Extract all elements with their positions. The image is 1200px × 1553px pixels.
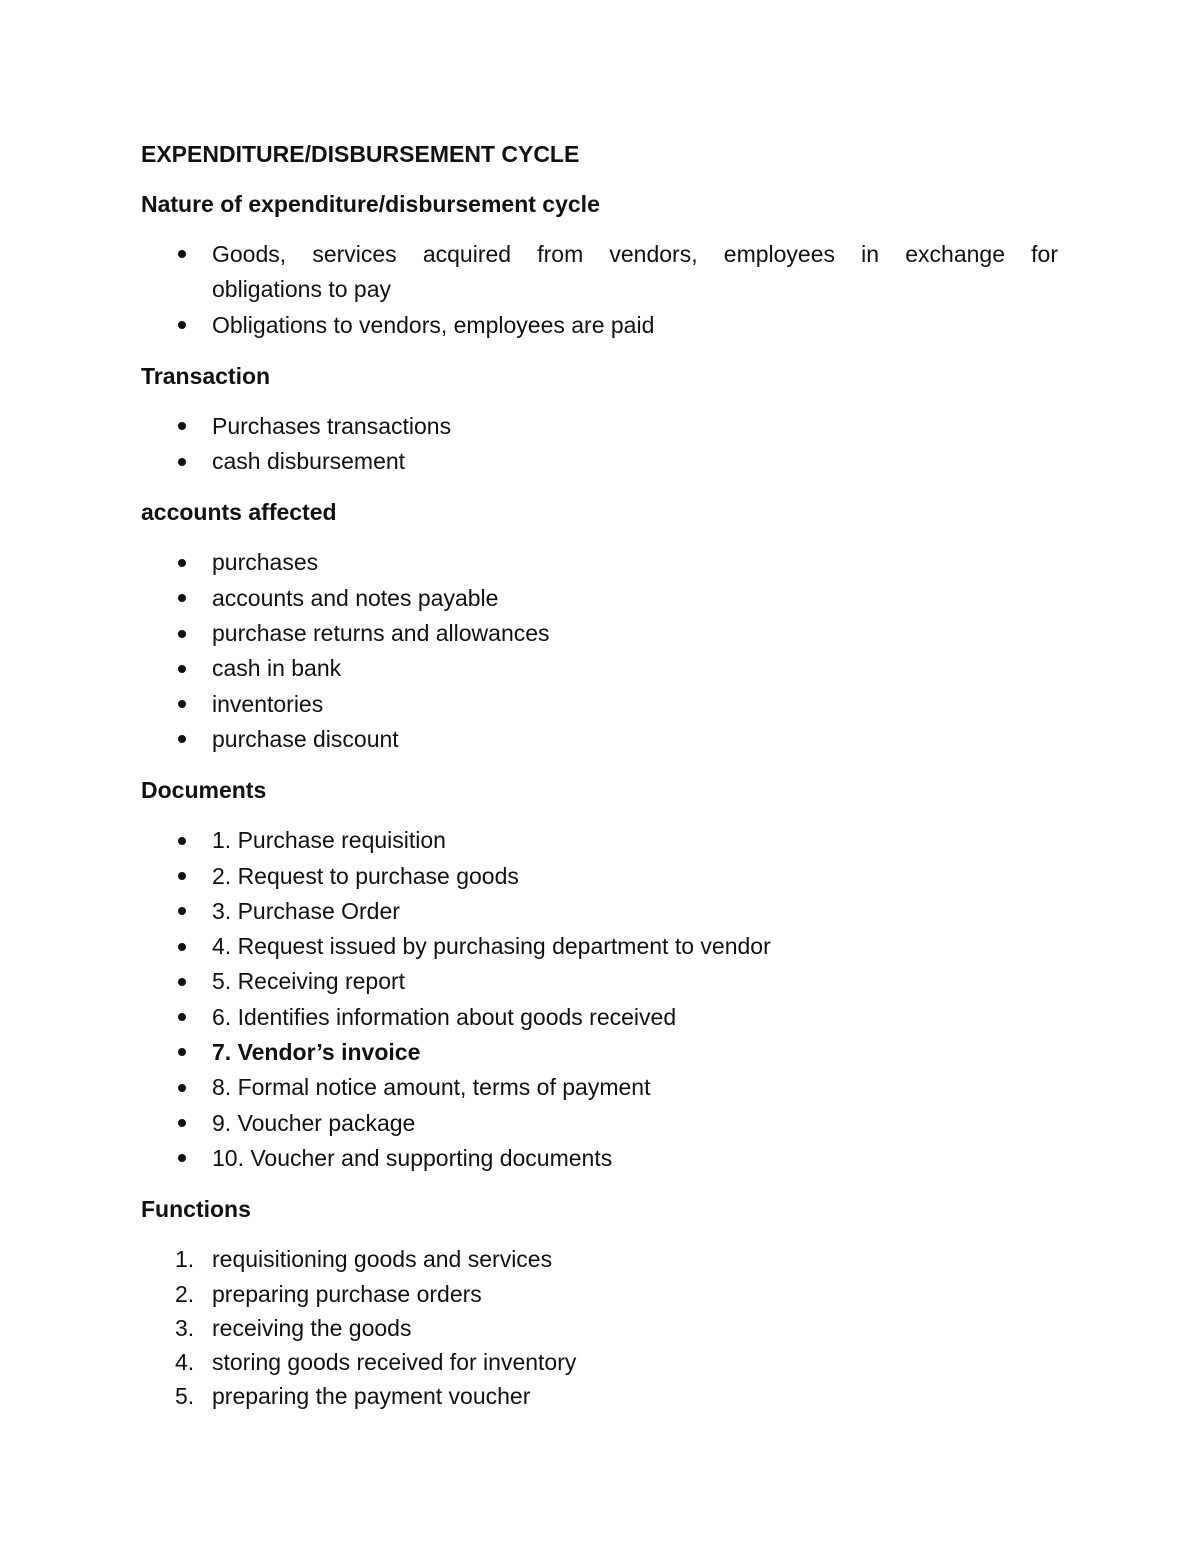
- list-item: [141, 1070, 1058, 1105]
- list-item-text: 8. Formal notice amount, terms of payment: [212, 1074, 651, 1101]
- list-item: [141, 409, 1058, 444]
- list-item-text: cash in bank: [212, 655, 342, 682]
- list-item: [141, 444, 1058, 479]
- bullet-icon: [176, 308, 188, 343]
- section-heading-accounts: accounts affected: [141, 499, 337, 526]
- list-item: [141, 1242, 1058, 1276]
- list-item-text: 4. Request issued by purchasing department to vendor: [212, 933, 771, 960]
- list-item: [141, 894, 1058, 929]
- bullet-icon: [176, 651, 188, 686]
- list-item: [141, 1345, 1058, 1379]
- bullet-icon: [176, 687, 188, 722]
- list-number: 1.: [175, 1246, 195, 1273]
- list-number: 2.: [175, 1280, 195, 1307]
- bullet-icon: [176, 859, 188, 894]
- list-item: [141, 651, 1058, 686]
- list-item-text: Obligations to vendors, employees are paid: [212, 311, 655, 338]
- bullet-icon: [176, 616, 188, 651]
- bullet-icon: [176, 1035, 188, 1070]
- section-heading-documents: Documents: [141, 777, 267, 804]
- list-item: [141, 1311, 1058, 1345]
- transaction-list: [141, 409, 1058, 480]
- bullet-icon: [176, 823, 188, 858]
- list-item-text: receiving the goods: [212, 1314, 412, 1341]
- document-page: [141, 138, 1058, 1432]
- bullet-icon: [176, 1070, 188, 1105]
- accounts-list: [141, 545, 1058, 757]
- list-item-text-continued: obligations to pay: [212, 276, 392, 303]
- list-item-text: inventories: [212, 690, 324, 717]
- list-item-text: storing goods received for inventory: [212, 1349, 577, 1376]
- bullet-icon: [176, 1141, 188, 1176]
- bullet-icon: [176, 545, 188, 580]
- list-item: [141, 964, 1058, 999]
- bullet-icon: [176, 581, 188, 616]
- list-item-text: requisitioning goods and services: [212, 1246, 553, 1273]
- list-item: [141, 1000, 1058, 1035]
- list-number: 3.: [175, 1314, 195, 1341]
- list-item: [141, 929, 1058, 964]
- bullet-icon: [176, 444, 188, 479]
- list-item: [141, 1379, 1058, 1413]
- bullet-icon: [176, 894, 188, 929]
- list-item-text: purchases: [212, 549, 319, 576]
- list-item-text-bold: 7. Vendor’s invoice: [212, 1039, 421, 1066]
- document-title: EXPENDITURE/DISBURSEMENT CYCLE: [141, 141, 580, 167]
- documents-list: [141, 823, 1058, 1176]
- list-item: [141, 722, 1058, 757]
- nature-list: [141, 237, 1058, 343]
- bullet-icon: [176, 1000, 188, 1035]
- list-item: [141, 859, 1058, 894]
- list-item: [141, 823, 1058, 858]
- list-item-text: 3. Purchase Order: [212, 897, 400, 924]
- list-item-text: Purchases transactions: [212, 412, 452, 439]
- bullet-icon: [176, 722, 188, 757]
- list-item-text: preparing the payment voucher: [212, 1383, 531, 1410]
- list-item: [141, 1141, 1058, 1176]
- functions-list: [141, 1242, 1058, 1413]
- list-item-text: 10. Voucher and supporting documents: [212, 1144, 613, 1171]
- list-item-text: 9. Voucher package: [212, 1109, 416, 1136]
- section-heading-nature: Nature of expenditure/disbursement cycle: [141, 191, 600, 217]
- list-item-text: preparing purchase orders: [212, 1280, 482, 1307]
- list-item: [141, 237, 1058, 308]
- list-item-text: 2. Request to purchase goods: [212, 862, 519, 889]
- list-item: [141, 308, 1058, 343]
- list-item: [141, 1035, 1058, 1070]
- list-item: [141, 545, 1058, 580]
- list-item-text: purchase discount: [212, 725, 399, 752]
- bullet-icon: [176, 929, 188, 964]
- list-item-text: 1. Purchase requisition: [212, 827, 446, 854]
- list-item: [141, 616, 1058, 651]
- list-item-text: 5. Receiving report: [212, 968, 406, 995]
- list-item-text: cash disbursement: [212, 448, 406, 475]
- list-item: [141, 1277, 1058, 1311]
- bullet-icon: [176, 237, 188, 272]
- section-heading-transaction: Transaction: [141, 362, 271, 389]
- bullet-icon: [176, 964, 188, 999]
- list-number: 4.: [175, 1349, 195, 1376]
- list-item: [141, 1106, 1058, 1141]
- list-item-text: purchase returns and allowances: [212, 620, 550, 647]
- bullet-icon: [176, 409, 188, 444]
- list-item-text: Goods, services acquired from vendors, employees in exchange for: [212, 241, 1058, 267]
- list-number: 5.: [175, 1383, 195, 1410]
- list-item: [141, 581, 1058, 616]
- bullet-icon: [176, 1106, 188, 1141]
- section-heading-functions: Functions: [141, 1196, 251, 1223]
- list-item-text: accounts and notes payable: [212, 584, 499, 611]
- list-item-text: 6. Identifies information about goods received: [212, 1003, 677, 1030]
- list-item: [141, 687, 1058, 722]
